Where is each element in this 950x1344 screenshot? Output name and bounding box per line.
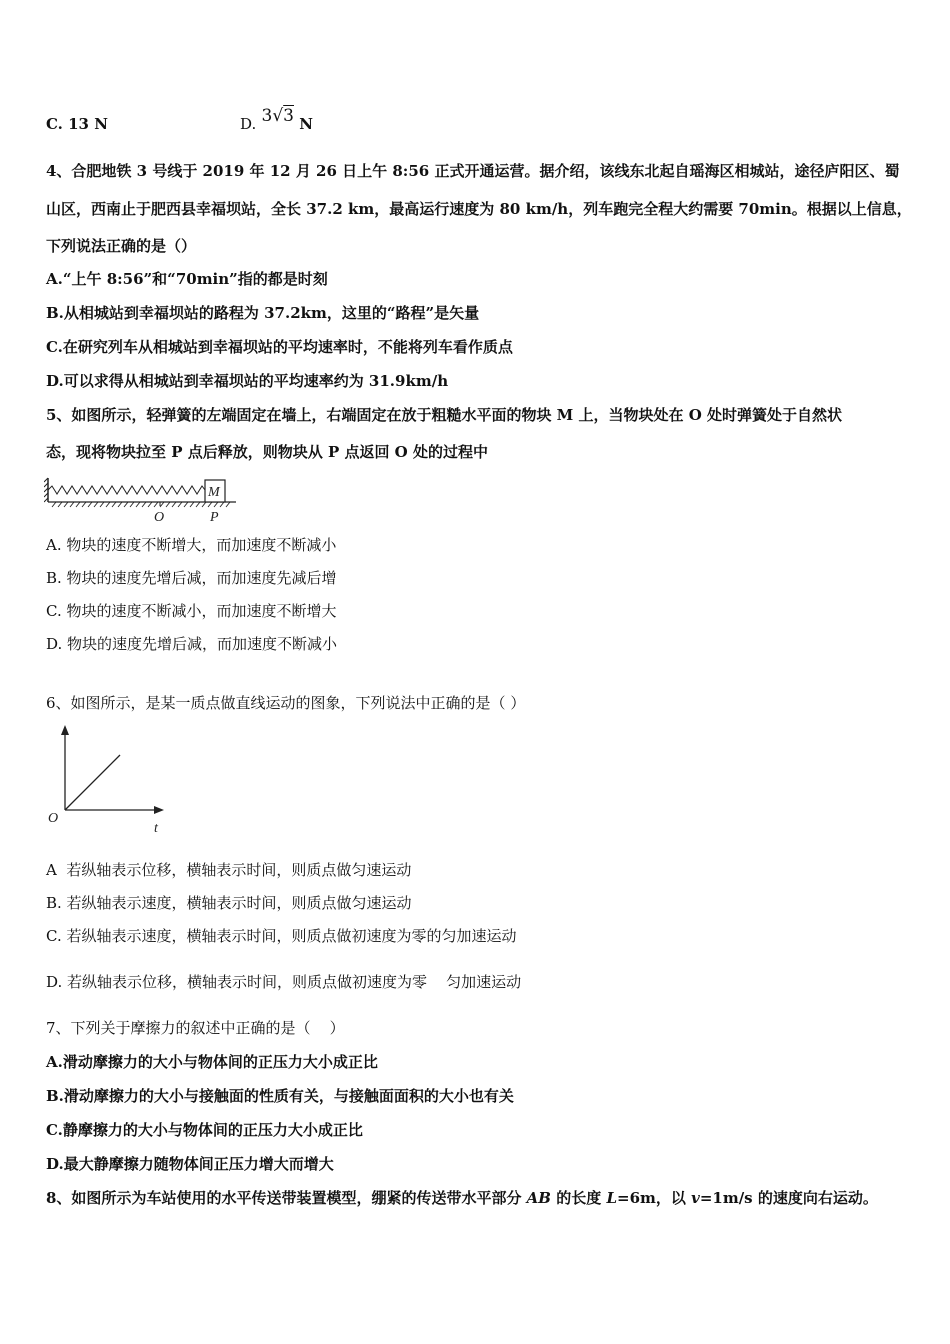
q3-option-c: C. 13 N <box>46 115 108 133</box>
q5-option-b: B. 物块的速度先增后减，而加速度先减后增 <box>46 569 337 587</box>
sqrt-icon: √ <box>272 106 284 126</box>
q7-option-b: B.滑动摩擦力的大小与接触面的性质有关，与接触面面积的大小也有关 <box>46 1087 514 1105</box>
q3-option-d-value <box>262 106 295 126</box>
q3-option-d-root: 3 <box>283 106 294 126</box>
spring-block-figure <box>44 474 244 526</box>
point-p-label: P <box>210 510 219 525</box>
y-axis-arrow-icon <box>61 725 69 735</box>
q3-option-d <box>240 106 313 134</box>
q3-option-d-prefix: D. <box>240 115 257 133</box>
q4-option-a: A.“上午 8:56”和“70min”指的都是时刻 <box>46 270 328 288</box>
q4-stem-line3: 下列说法正确的是（） <box>46 237 197 255</box>
q4-stem-line2: 山区，西南止于肥西县幸福坝站，全长 37.2 km，最高运行速度为 80 km/h，列车跑完全程大约需要 70min。根据以上信息， <box>46 200 912 218</box>
q5-option-a: A. 物块的速度不断增大，而加速度不断减小 <box>46 536 337 554</box>
q4-option-b: B.从相城站到幸福坝站的路程为 37.2km，这里的“路程”是矢量 <box>46 304 480 322</box>
q8-stem-l: L <box>606 1189 617 1207</box>
x-axis-arrow-icon <box>154 806 164 814</box>
spring <box>48 486 205 494</box>
q7-stem: 7、下列关于摩擦力的叙述中正确的是（ ） <box>46 1019 345 1037</box>
q5-option-d: D. 物块的速度先增后减，而加速度不断减小 <box>46 635 338 653</box>
q8-stem-v: v <box>691 1189 700 1207</box>
q3-option-d-unit: N <box>299 115 313 133</box>
q6-option-c: C. 若纵轴表示速度，横轴表示时间，则质点做初速度为零的匀加速运动 <box>46 927 517 945</box>
q8-stem <box>46 1188 878 1208</box>
q6-stem: 6、如图所示，是某一质点做直线运动的图象，下列说法中正确的是（ ） <box>46 694 526 712</box>
q8-stem-c: =6m，以 <box>617 1189 692 1207</box>
q4-option-c: C.在研究列车从相城站到幸福坝站的平均速率时，不能将列车看作质点 <box>46 338 513 356</box>
ground-hatch <box>52 502 230 507</box>
origin-label: O <box>48 811 59 826</box>
x-axis-label: t <box>154 821 158 836</box>
q5-stem-line2: 态，现将物块拉至 P 点后释放，则物块从 P 点返回 O 处的过程中 <box>46 443 488 461</box>
q6-option-a: A 若纵轴表示位移，横轴表示时间，则质点做匀速运动 <box>46 861 412 879</box>
q5-option-c: C. 物块的速度不断减小，而加速度不断增大 <box>46 602 337 620</box>
block-label: M <box>208 485 220 500</box>
graph-line <box>65 755 120 810</box>
q7-option-c: C.静摩擦力的大小与物体间的正压力大小成正比 <box>46 1121 363 1139</box>
q4-option-d: D.可以求得从相城站到幸福坝站的平均速率约为 31.9km/h <box>46 372 449 390</box>
motion-graph-figure <box>44 722 170 838</box>
q7-option-a: A.滑动摩擦力的大小与物体间的正压力大小成正比 <box>46 1053 378 1071</box>
q5-stem-line1: 5、如图所示，轻弹簧的左端固定在墙上，右端固定在放于粗糙水平面的物块 M 上，当物块处在 O 处时弹簧处于自然状 <box>46 406 843 424</box>
q3-option-d-coef: 3 <box>261 106 273 126</box>
q7-option-d: D.最大静摩擦力随物体间正压力增大而增大 <box>46 1155 334 1173</box>
q8-stem-b: 的长度 <box>551 1189 607 1207</box>
q6-option-d: D. 若纵轴表示位移，横轴表示时间，则质点做初速度为零 匀加速运动 <box>46 973 522 991</box>
q4-stem-line1: 4、合肥地铁 3 号线于 2019 年 12 月 26 日上午 8:56 正式开通运营。据介绍，该线东北起自瑶海区相城站，途径庐阳区、蜀 <box>46 162 900 180</box>
q6-option-b: B. 若纵轴表示速度，横轴表示时间，则质点做匀速运动 <box>46 894 412 912</box>
q8-stem-ab: AB <box>526 1189 551 1207</box>
q8-stem-a: 8、如图所示为车站使用的水平传送带装置模型，绷紧的传送带水平部分 <box>46 1189 527 1207</box>
point-o-label: O <box>154 510 165 525</box>
q8-stem-d: =1m/s 的速度向右运动。 <box>699 1189 878 1207</box>
